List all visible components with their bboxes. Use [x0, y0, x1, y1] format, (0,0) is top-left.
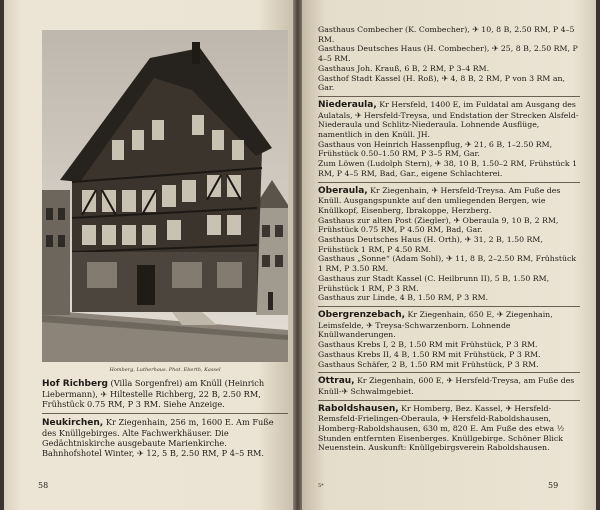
divider	[318, 400, 580, 401]
entry-text: Kr Ziegenhain, 600 E, ✈ Hersfeld-Treysa, am Fuße des Knüll-✈ Schwalmgebiet.	[318, 376, 575, 396]
book-gutter	[293, 0, 302, 510]
divider	[318, 182, 580, 183]
divider	[318, 96, 580, 97]
entry-raboldshausen	[318, 404, 580, 454]
entry-line: Bahnhofshotel Winter, ✈ 12, 5 B, 2.50 RM, P 4–5 RM.	[42, 448, 265, 459]
entry-line: Gasthaus Joh. Krauß, 6 B, 2 RM, P 3–4 RM.	[318, 63, 490, 73]
page-number-right: 59	[548, 481, 559, 490]
entry-line: Gasthof Stadt Kassel (H. Roß), ✈ 4, 8 B, 2 RM, P von 3 RM an, Gar.	[318, 73, 565, 93]
entry-text: Kr Ziegenhain, ✈ Hersfeld-Treysa. Am Fuße des Knüll. Ausgangspunkte auf den umliegenden Bergen, wie Knüllkopf, Eisenberg, Ibrakoppe, Herzberg.	[318, 185, 561, 215]
entry-text: (Villa Sorgenfrei) am Knüll (Heinrich Liebermann), ✈ Hiltestelle Richberg, 22 B, 2.50 RM, Frühstück 0.75 RM, P 3 RM. Siehe Anzeige.	[42, 378, 265, 410]
entry-obergrenzebach	[318, 310, 580, 340]
entry-line: Gasthaus Deutsches Haus (H. Combecher), ✈ 25, 8 B, 2.50 RM, P 4–5 RM.	[318, 44, 578, 64]
photo-caption: Homberg, Lutherhaus. Phot. Eberth, Kassel	[109, 367, 221, 373]
half-timbered-house-photo	[42, 30, 288, 362]
entry-text: Kr Hersfeld, 1400 E, im Fuldatal am Ausgang des Aulatals, ✈ Hersfeld-Treysa, und Endstation der Strecken Alsfeld-Niederaula und Schlitz-Niederaula. Lohnende Ausflüge, namentlich in den Knüll. JH.	[318, 99, 579, 140]
entry-line: Gasthaus Combecher (K. Combecher), ✈ 10, 8 B, 2.50 RM, P 4–5 RM.	[318, 25, 575, 44]
page-number-left: 58	[38, 481, 49, 490]
entry-name: Oberaula,	[318, 185, 368, 196]
entry-name: Obergrenzebach,	[318, 309, 406, 320]
entry-line: Gasthaus Deutsches Haus (H. Orth), ✈ 31, 2 B, 1.50 RM, Frühstück 1 RM, P 4.50 RM.	[318, 235, 543, 254]
left-page-text	[42, 378, 288, 458]
entry-text: Kr Ziegenhain, 256 m, 1600 E. Am Fuße des Knüllgebirges. Alte Fachwerkhäuser. Die Gedächtniskirche ausgebaute Marienkirche.	[42, 416, 274, 449]
entry-ottrau	[318, 376, 580, 396]
entry-name: Hof Richberg	[42, 379, 108, 389]
entry-line: Gasthaus von Heinrich Hassenpflug, ✈ 21, 6 B, 1–2.50 RM, Frühstück 0.50–1.50 RM, P 3–5 RM, Gar.	[318, 139, 553, 159]
entry-hof-richberg	[42, 378, 288, 410]
entry-neukirchen	[42, 417, 288, 449]
entry-name: Niederaula,	[318, 99, 377, 110]
entry-niederaula	[318, 100, 580, 140]
entry-line: Gasthaus Krebs II, 4 B, 1.50 RM mit Frühstück, P 3 RM.	[318, 349, 541, 359]
divider	[42, 413, 288, 414]
entry-line: Gasthaus Krebs I, 2 B, 1.50 RM mit Frühstück, P 3 RM.	[318, 340, 538, 350]
entry-line: Gasthaus „Sonne“ (Adam Sohl), ✈ 11, 8 B, 2–2.50 RM, Frühstück 1 RM, P 3.50 RM.	[318, 254, 577, 274]
right-page-text	[318, 25, 580, 453]
entry-line: Gasthaus zur alten Post (Ziegler), ✈ Oberaula 9, 10 B, 2 RM, Frühstück 0.75 RM, P 4.50 RM, Bad, Gar.	[318, 215, 559, 235]
entry-name: Ottrau,	[318, 376, 355, 387]
signature-mark: 5*	[318, 483, 324, 489]
divider	[318, 372, 580, 373]
divider	[318, 306, 580, 307]
entry-line: Gasthaus zur Linde, 4 B, 1.50 RM, P 3 RM.	[318, 293, 489, 303]
entry-text: Kr Ziegenhain, 650 E, ✈ Ziegenhain, Leimsfelde, ✈ Treysa-Schwarzenborn. Lohnende Knüllwanderungen.	[318, 309, 553, 340]
entry-line: Zum Löwen (Ludolph Stern), ✈ 38, 10 B, 1.50–2 RM, Frühstück 1 RM, P 4–5 RM, Bad, Gar., eigene Schlachterei.	[318, 159, 578, 178]
entry-line: Gasthaus zur Stadt Kassel (C. Heilbrunn II), 5 B, 1.50 RM, Frühstück 1 RM, P 3 RM.	[318, 273, 550, 293]
entry-line: Gasthaus Schäfer, 2 B, 1.50 RM mit Frühstück, P 3 RM.	[318, 359, 539, 369]
entry-oberaula	[318, 186, 580, 216]
photo-illustration	[42, 30, 288, 362]
entry-text: Kr Homberg, Bez. Kassel, ✈ Hersfeld-Remsfeld-Frielingen-Oberaula, ✈ Hersfeld-Raboldshausen, Homberg-Raboldshausen, 630 m, 820 E. Am Fuße des etwa ½ Stunden entfernten Eisenberges. Knüllgebirge. Schöner Blick Neuenstein. Auskunft: Knüllgebirgsverein Raboldshausen.	[318, 403, 565, 453]
entry-name: Raboldshausen,	[318, 403, 399, 414]
entry-name: Neukirchen,	[42, 417, 104, 428]
